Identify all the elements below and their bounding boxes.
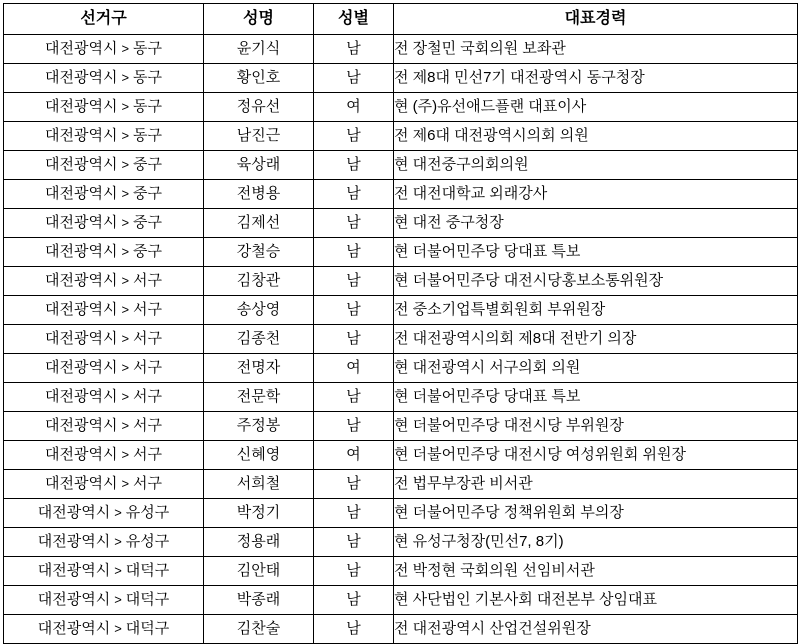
cell-name: 육상래	[204, 151, 314, 180]
chevron-right-icon: >	[121, 447, 130, 462]
district-area: 대덕구	[125, 620, 170, 637]
cell-name: 황인호	[204, 64, 314, 93]
chevron-right-icon: >	[114, 592, 122, 607]
cell-name: 박종래	[204, 586, 314, 615]
district-city: 대전광역시	[37, 504, 111, 521]
cell-name: 김찬술	[204, 615, 314, 644]
cell-career: 전 대전광역시의회 제8대 전반기 의장	[394, 325, 798, 354]
table-row	[4, 412, 798, 441]
table-row	[4, 557, 798, 586]
table-row	[4, 35, 798, 64]
chevron-right-icon: >	[121, 273, 130, 288]
cell-name: 서희철	[204, 470, 314, 499]
cell-gender: 남	[314, 615, 394, 644]
table-row	[4, 209, 798, 238]
cell-name: 정용래	[204, 528, 314, 557]
cell-career: 현 유성구청장(민선7, 8기)	[394, 528, 798, 557]
cell-career: 전 제6대 대전광역시의회 의원	[394, 122, 798, 151]
table-row	[4, 383, 798, 412]
district-area: 서구	[133, 272, 163, 289]
district-city: 대전광역시	[44, 301, 118, 318]
cell-gender: 남	[314, 528, 394, 557]
district-city: 대전광역시	[44, 214, 118, 231]
chevron-right-icon: >	[121, 157, 130, 172]
chevron-right-icon: >	[121, 389, 130, 404]
cell-career: 현 더불어민주당 당대표 특보	[394, 238, 798, 267]
chevron-right-icon: >	[114, 534, 122, 549]
chevron-right-icon: >	[121, 186, 130, 201]
cell-district	[4, 412, 204, 441]
cell-gender: 여	[314, 354, 394, 383]
district-area: 동구	[133, 69, 163, 86]
chevron-right-icon: >	[121, 99, 130, 114]
table-row	[4, 586, 798, 615]
cell-career: 전 대전광역시 산업건설위원장	[394, 615, 798, 644]
table-row	[4, 528, 798, 557]
district-area: 서구	[133, 388, 163, 405]
cell-gender: 남	[314, 209, 394, 238]
cell-career: 현 더불어민주당 대전시당홍보소통위원장	[394, 267, 798, 296]
table-row	[4, 470, 798, 499]
cell-district	[4, 151, 204, 180]
cell-district	[4, 64, 204, 93]
district-area: 서구	[133, 417, 163, 434]
district-area: 서구	[133, 446, 163, 463]
district-city: 대전광역시	[44, 475, 118, 492]
cell-district	[4, 586, 204, 615]
cell-name: 전병용	[204, 180, 314, 209]
cell-district	[4, 238, 204, 267]
table-row	[4, 151, 798, 180]
district-city: 대전광역시	[44, 388, 118, 405]
chevron-right-icon: >	[121, 70, 130, 85]
chevron-right-icon: >	[121, 302, 130, 317]
cell-gender: 남	[314, 470, 394, 499]
chevron-right-icon: >	[114, 621, 122, 636]
cell-name: 정유선	[204, 93, 314, 122]
district-city: 대전광역시	[44, 156, 118, 173]
cell-name: 송상영	[204, 296, 314, 325]
cell-gender: 남	[314, 586, 394, 615]
chevron-right-icon: >	[114, 563, 122, 578]
cell-gender: 남	[314, 267, 394, 296]
cell-career: 현 더불어민주당 대전시당 여성위원회 위원장	[394, 441, 798, 470]
cell-gender: 남	[314, 151, 394, 180]
table-row	[4, 93, 798, 122]
district-area: 유성구	[125, 533, 170, 550]
district-city: 대전광역시	[44, 185, 118, 202]
district-city: 대전광역시	[44, 127, 118, 144]
chevron-right-icon: >	[121, 244, 130, 259]
district-city: 대전광역시	[44, 330, 118, 347]
table-body	[4, 35, 798, 644]
cell-career: 현 사단법인 기본사회 대전본부 상임대표	[394, 586, 798, 615]
cell-name: 윤기식	[204, 35, 314, 64]
chevron-right-icon: >	[121, 476, 130, 491]
district-area: 서구	[133, 301, 163, 318]
table-row	[4, 325, 798, 354]
table-row	[4, 267, 798, 296]
cell-career: 전 장철민 국회의원 보좌관	[394, 35, 798, 64]
district-city: 대전광역시	[44, 446, 118, 463]
cell-gender: 남	[314, 180, 394, 209]
cell-district	[4, 122, 204, 151]
chevron-right-icon: >	[121, 215, 130, 230]
cell-career: 전 중소기업특별회원회 부위원장	[394, 296, 798, 325]
district-area: 동구	[133, 40, 163, 57]
district-city: 대전광역시	[44, 69, 118, 86]
district-city: 대전광역시	[44, 417, 118, 434]
cell-district	[4, 557, 204, 586]
district-city: 대전광역시	[37, 562, 111, 579]
cell-career: 현 (주)유선애드플랜 대표이사	[394, 93, 798, 122]
table-row	[4, 441, 798, 470]
cell-name: 김제선	[204, 209, 314, 238]
cell-career: 현 대전광역시 서구의회 의원	[394, 354, 798, 383]
cell-name: 신혜영	[204, 441, 314, 470]
cell-gender: 남	[314, 238, 394, 267]
cell-district	[4, 441, 204, 470]
district-area: 중구	[133, 156, 163, 173]
cell-career: 현 대전 중구청장	[394, 209, 798, 238]
table-row	[4, 64, 798, 93]
candidate-table-sheet	[0, 3, 800, 637]
district-city: 대전광역시	[37, 533, 111, 550]
chevron-right-icon: >	[121, 360, 130, 375]
cell-district	[4, 267, 204, 296]
column-header-gender: 성별	[314, 4, 394, 35]
cell-name: 전문학	[204, 383, 314, 412]
cell-district	[4, 209, 204, 238]
cell-career: 전 제8대 민선7기 대전광역시 동구청장	[394, 64, 798, 93]
column-header-name: 성명	[204, 4, 314, 35]
district-city: 대전광역시	[37, 620, 111, 637]
cell-gender: 남	[314, 35, 394, 64]
district-area: 중구	[133, 214, 163, 231]
chevron-right-icon: >	[121, 41, 130, 56]
cell-district	[4, 93, 204, 122]
cell-career: 전 대전대학교 외래강사	[394, 180, 798, 209]
cell-career: 현 대전중구의회의원	[394, 151, 798, 180]
cell-name: 남진근	[204, 122, 314, 151]
cell-district	[4, 470, 204, 499]
chevron-right-icon: >	[121, 331, 130, 346]
cell-career: 현 더불어민주당 정책위원회 부의장	[394, 499, 798, 528]
cell-district	[4, 296, 204, 325]
table-header	[4, 4, 798, 35]
cell-name: 김창관	[204, 267, 314, 296]
cell-district	[4, 528, 204, 557]
district-city: 대전광역시	[44, 272, 118, 289]
table-row	[4, 615, 798, 644]
district-area: 서구	[133, 359, 163, 376]
table-row	[4, 499, 798, 528]
district-area: 대덕구	[125, 591, 170, 608]
cell-gender: 남	[314, 499, 394, 528]
table-row	[4, 238, 798, 267]
district-area: 중구	[133, 243, 163, 260]
cell-career: 현 더불어민주당 당대표 특보	[394, 383, 798, 412]
district-area: 유성구	[125, 504, 170, 521]
chevron-right-icon: >	[121, 418, 130, 433]
cell-career: 전 법무부장관 비서관	[394, 470, 798, 499]
cell-name: 박정기	[204, 499, 314, 528]
district-city: 대전광역시	[44, 243, 118, 260]
cell-gender: 남	[314, 296, 394, 325]
chevron-right-icon: >	[114, 505, 122, 520]
cell-career: 현 더불어민주당 대전시당 부위원장	[394, 412, 798, 441]
table-header-row	[4, 4, 798, 35]
cell-gender: 남	[314, 383, 394, 412]
district-city: 대전광역시	[44, 40, 118, 57]
cell-name: 김종천	[204, 325, 314, 354]
cell-district	[4, 354, 204, 383]
cell-gender: 남	[314, 64, 394, 93]
chevron-right-icon: >	[121, 128, 130, 143]
cell-gender: 남	[314, 557, 394, 586]
district-area: 서구	[133, 475, 163, 492]
cell-gender: 남	[314, 412, 394, 441]
column-header-district: 선거구	[4, 4, 204, 35]
cell-name: 김안태	[204, 557, 314, 586]
cell-career: 전 박정현 국회의원 선임비서관	[394, 557, 798, 586]
cell-gender: 여	[314, 93, 394, 122]
table-row	[4, 296, 798, 325]
cell-gender: 여	[314, 441, 394, 470]
cell-district	[4, 383, 204, 412]
cell-district	[4, 35, 204, 64]
district-area: 동구	[133, 98, 163, 115]
cell-district	[4, 180, 204, 209]
district-city: 대전광역시	[44, 359, 118, 376]
cell-gender: 남	[314, 325, 394, 354]
cell-district	[4, 325, 204, 354]
district-city: 대전광역시	[37, 591, 111, 608]
cell-name: 주정봉	[204, 412, 314, 441]
district-area: 중구	[133, 185, 163, 202]
cell-name: 강철승	[204, 238, 314, 267]
candidates-table	[3, 3, 798, 644]
table-row	[4, 122, 798, 151]
cell-name: 전명자	[204, 354, 314, 383]
district-area: 대덕구	[125, 562, 170, 579]
cell-district	[4, 615, 204, 644]
district-area: 서구	[133, 330, 163, 347]
cell-district	[4, 499, 204, 528]
district-area: 동구	[133, 127, 163, 144]
district-city: 대전광역시	[44, 98, 118, 115]
table-row	[4, 180, 798, 209]
cell-gender: 남	[314, 122, 394, 151]
table-row	[4, 354, 798, 383]
column-header-career: 대표경력	[394, 4, 798, 35]
